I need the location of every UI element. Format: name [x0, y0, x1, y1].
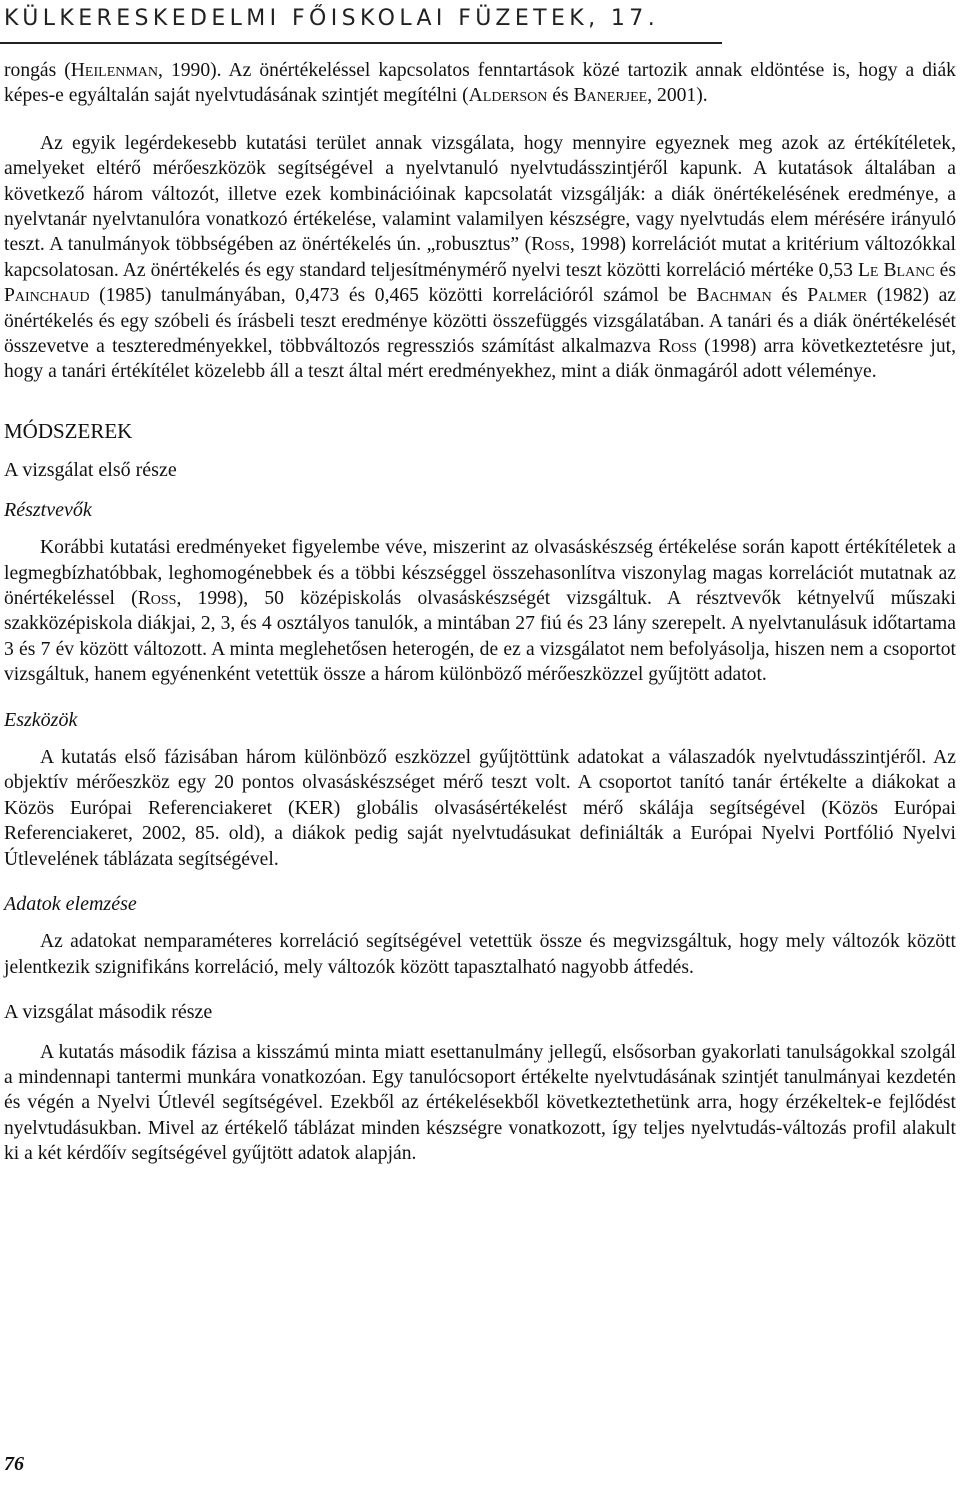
paragraph-continuation: rongás (Heilenman, 1990). Az önértékeléssel kapcsolatos fenntartások közé tartozik annak eldöntése is, hogy a diák képes-e egyáltalán saját nyelvtudásának szintjét megítélni (Alderson és Banerjee, 2001). — [4, 60, 956, 107]
citation-author: Ross — [658, 336, 697, 358]
running-header-title: KÜLKERESKEDELMI FŐISKOLAI FÜZETEK, 17. — [4, 6, 660, 31]
paragraph-tools: A kutatás első fázisában három különböző eszközzel gyűjtöttünk adatokat a válaszadók nyelvtudásszintjéről. Az objektív mérőeszköz egy 20 pontos olvasáskészséget mérő teszt volt. A csoportot tanító tanár értékelte a diákokat a Közös Európai Referenciakeret (KER) globális olvasásértékelést mérő skálája segítségével (Közös Európai Referenciakeret, 2002, 85. old), a diákok pedig saját nyelvtudásukat definiálták a Európai Nyelvi Portfólió Nyelvi Útlevelének táblázata segítségével. — [4, 746, 956, 870]
subsubsection-heading: Eszközök — [4, 708, 78, 731]
citation-author: Ross — [531, 234, 570, 256]
header-rule — [0, 42, 722, 44]
paragraph-literature: Az egyik legérdekesebb kutatási terület annak vizsgálata, hogy mennyire egyeznek meg azok az értékítéletek, amelyeket eltérő mérőeszközök segítségével a nyelvtanuló nyelvtudásszintjéről kapunk. A kutatások általában a következő három változót, illetve ezek kombinációinak kapcsolatát vizsgálják: a diák önértékelésének eredménye, a nyelvtanár nyelvtanulóra vonatkozó értékelése, valamint valamilyen készségre, vagy nyelvtudás elem mérésére irányuló teszt. A tanulmányok többségében az önértékelés ún. „robusztus” (Ross, 1998) korrelációt mutat a kritérium változókkal kapcsolatosan. Az önértékelés és egy standard teljesítménymérő nyelvi teszt közötti korreláció mértéke 0,53 Le Blanc és Painchaud (1985) tanulmányában, 0,473 és 0,465 közötti korrelációról számol be Bachman és Palmer (1982) az önértékelés és egy szóbeli és írásbeli teszt eredménye közötti összefüggés vizsgálatában. A tanári és a diák önértékelését összevetve a teszteredményekkel, többváltozós regressziós számítást alkalmazva Ross (1998) arra következtetésre jut, hogy a tanári értékítélet közelebb áll a teszt által mért eredményekhez, mint a diák önmagáról adott véleménye. — [4, 132, 957, 383]
citation-author: Le Blanc — [857, 259, 935, 281]
paragraph-second-part: A kutatás második fázisa a kisszámú minta miatt esettanulmány jellegű, elsősorban gyakorlati tanulságokkal szolgál a mindennapi tantermi munkára vonatkozóan. Egy tanulócsoport értékelte nyelvtudásának szintjét tanulmányai kezdetén és végén a Nyelvi Útlevél segítségével. Ezekből az értékelésekből következtethetünk arra, hogy érzékeltek-e fejlődést nyelvtudásukban. Mivel az értékelő táblázat minden készségre vonatkozott, így teljes nyelvtudás-változás profil alakult ki a két kérdőív segítségével gyűjtött adatok alapján. — [4, 1041, 956, 1165]
citation-author: Heilenman — [70, 60, 159, 81]
citation-author: Palmer — [807, 285, 868, 307]
subsubsection-heading: Adatok elemzése — [4, 892, 137, 915]
citation-author: Banerjee — [573, 85, 648, 107]
citation-author: Bachman — [696, 285, 772, 307]
paragraph-participants: Korábbi kutatási eredményeket figyelembe véve, miszerint az olvasáskészség értékelése során kapott értékítéletek a legmegbízhatóbbak, leghomogénebbek és a többi készséggel összehasonlítva viszonylag magas korrelációt mutatnak az önértékeléssel (Ross, 1998), 50 középiskolás olvasáskészségét vizsgáltuk. A résztvevők kétnyelvű műszaki szakközépiskola diákjai, 2, 3, és 4 osztályos tanulók, a mintában 27 fiú és 23 lány szerepelt. A nyelvtanulásuk időtartama 3 és 7 év között változott. A minta meglehetősen heterogén, de ez a vizsgálatot nem befolyásolja, hiszen nem a csoportot vizsgáltuk, hanem egyénenként vetettük össze a három különböző mérőeszközzel gyűjtött adatot. — [4, 537, 956, 686]
body-text — [4, 58, 956, 1167]
citation-author: Painchaud — [4, 285, 90, 307]
section-heading: MÓDSZEREK — [4, 418, 133, 443]
subsubsection-heading: Résztvevők — [4, 498, 92, 521]
page-number: 76 — [4, 1453, 24, 1475]
citation-author: Ross — [137, 587, 177, 609]
paragraph-analysis: Az adatokat nemparaméteres korreláció segítségével vetettük össze és megvizsgáltuk, hogy mely változók között jelentkezik szignifikáns korreláció, mely változók között tapasztalható nagyobb átfedés. — [4, 931, 956, 978]
subsection-heading: A vizsgálat első része — [4, 459, 177, 482]
subsection-heading: A vizsgálat második része — [4, 1001, 213, 1024]
citation-author: Alderson — [468, 85, 548, 107]
